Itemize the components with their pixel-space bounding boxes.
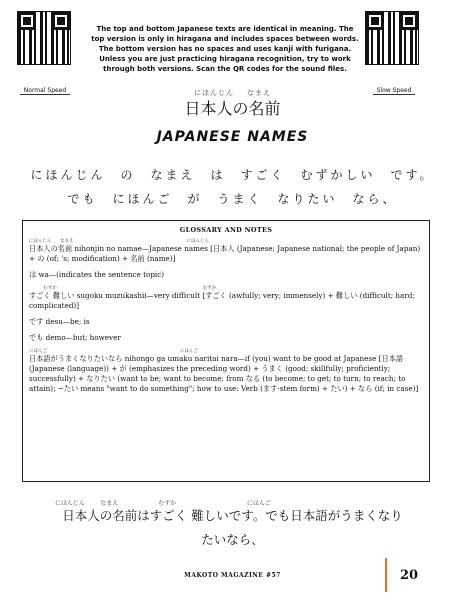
glossary-box xyxy=(22,220,430,482)
magazine-footer: MAKOTO MAGAZINE #57 xyxy=(184,572,281,579)
glossary-entry xyxy=(29,270,423,280)
title-furigana: にほんじん なまえ xyxy=(194,89,271,97)
glossary-entry xyxy=(29,286,423,311)
entry-furigana: にほんご にほんご xyxy=(29,349,199,354)
entry-text: 日本人の名前 nihonjin no namae—Japanese names [日本人 (Japanese; Japanese national; the people of Japan) + の (of; 's; modification) + 名前 (name)] xyxy=(29,244,421,263)
qr-label-normal: Normal Speed xyxy=(5,86,85,95)
title-japanese: 日本人の名前 xyxy=(184,99,281,118)
entry-furigana: にほんじん なまえ にほんじん xyxy=(29,239,210,244)
page-accent-bar xyxy=(385,558,387,592)
page-number: 20 xyxy=(400,568,419,583)
entry-furigana: むずか むずか xyxy=(29,286,217,291)
entry-text: すごく 難しい sugoku muzukashii—very difficult [すごく (awfully; very; immensely) + 難しい (difficult; hard; complicated)] xyxy=(29,291,415,310)
glossary-entry xyxy=(29,317,423,327)
glossary-entry xyxy=(29,333,423,343)
hiragana-line-2: でも にほんご が うまく なりたい なら、 xyxy=(67,192,398,206)
title-english: JAPANESE NAMES xyxy=(156,129,309,145)
glossary-entry xyxy=(29,349,423,394)
intro-text: The top and bottom Japanese texts are identical in meaning. The top version is only in hiragana and includes spaces between words. The bottom version has no spaces and uses kanji with furigana. Unless you are just practicing hiragana recognition, try to work through both versions. Scan the QR codes for the sound files. xyxy=(91,25,359,73)
bottom-kanji-line-2: たいなら、 xyxy=(201,532,264,547)
glossary-title: GLOSSARY AND NOTES xyxy=(179,226,273,234)
entry-text: は wa—(indicates the sentence topic) xyxy=(29,270,165,279)
entry-text: です desu—be; is xyxy=(29,317,90,326)
hiragana-line-1: にほんじん の なまえ は すごく むずかしい です。 xyxy=(30,168,435,182)
bottom-kanji-line-1: 日本人の名前はすごく 難しいです。でも日本語がうまくなり xyxy=(62,508,403,523)
qr-code-normal-speed[interactable] xyxy=(18,12,70,64)
qr-code-slow-speed[interactable] xyxy=(366,12,418,64)
bottom-furigana: にほんじん なまえ むずか にほんご xyxy=(55,500,271,507)
entry-text: でも demo—but; however xyxy=(29,333,121,342)
glossary-entry xyxy=(29,239,423,264)
entry-text: 日本語がうまくなりたいなら nihongo ga umaku naritai nara—if (you) want to be good at Japanese [日本語 (Japanese (language)) + が (emphasizes the preceding word) + うまく (good; skillfully; proficiently; successfully) + なりたい (want to be; want to become; from なる (to become; to get; to turn; to reach; to attain); ~たい means "want to do something"; how to use: Verb (ます-stem form) + たい) + なら (if; in case)] xyxy=(29,354,419,393)
qr-label-slow: Slow Speed xyxy=(354,86,434,95)
